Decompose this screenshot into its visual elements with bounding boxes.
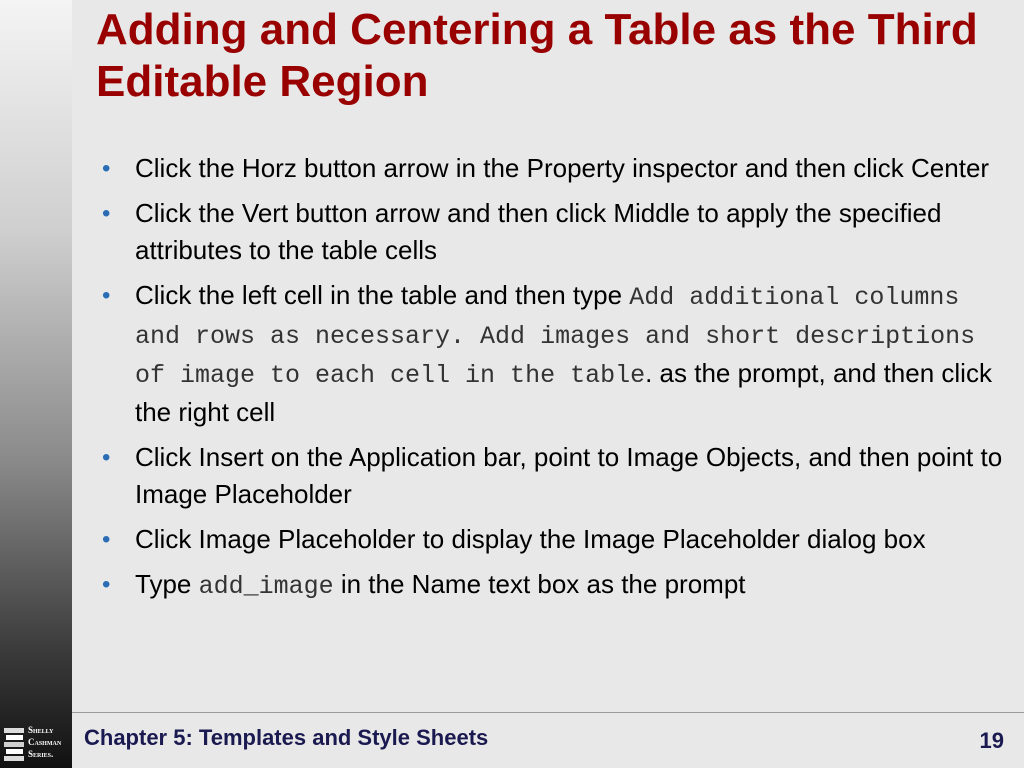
bullet-item-2	[96, 195, 1006, 269]
bullet-item-4	[96, 439, 1006, 513]
page-number: 19	[979, 728, 1004, 753]
bullet-list	[96, 150, 1006, 613]
bullet-text: Click Image Placeholder to display the Image Placeholder dialog box	[135, 524, 926, 554]
bullet-icon: •	[102, 155, 111, 182]
side-gradient-bar	[0, 0, 72, 768]
bullet-text: Click Insert on the Application bar, point to Image Objects, and then point to Image Placeholder	[135, 442, 1003, 509]
bullet-item-5	[96, 521, 1006, 558]
bullet-text-post: in the Name text box as the prompt	[333, 569, 746, 599]
bullet-text: Click the Horz button arrow in the Property inspector and then click Center	[135, 153, 990, 183]
bullet-text-pre: Type	[135, 569, 199, 599]
bullet-item-6	[96, 566, 1006, 605]
books-icon	[3, 726, 25, 762]
bullet-text-pre: Click the left cell in the table and then type	[135, 280, 630, 310]
logo-wordmark	[28, 724, 72, 760]
bullet-item-3	[96, 277, 1006, 431]
bullet-icon: •	[102, 526, 111, 553]
bullet-text-post: . as the prompt, and then click the right cell	[135, 358, 992, 427]
logo-line-2: Cashman	[28, 737, 62, 747]
logo-line-1: Shelly	[28, 725, 54, 735]
footer-chapter-title: Chapter 5: Templates and Style Sheets	[84, 725, 489, 750]
bullet-code: Add additional columns and rows as necessary. Add images and short descriptions of image to each cell in the table	[135, 283, 976, 390]
logo-line-3: Series.	[28, 749, 54, 759]
bullet-icon: •	[102, 200, 111, 227]
footer-divider	[72, 712, 1024, 713]
bullet-icon: •	[102, 444, 111, 471]
bullet-icon: •	[102, 282, 111, 309]
bullet-icon: •	[102, 571, 111, 598]
bullet-text: Click the Vert button arrow and then click Middle to apply the specified attributes to the table cells	[135, 198, 942, 265]
publisher-logo	[0, 720, 72, 768]
bullet-item-1	[96, 150, 1006, 187]
bullet-code: add_image	[198, 572, 334, 601]
slide-title: Adding and Centering a Table as the Third Editable Region	[96, 5, 978, 106]
